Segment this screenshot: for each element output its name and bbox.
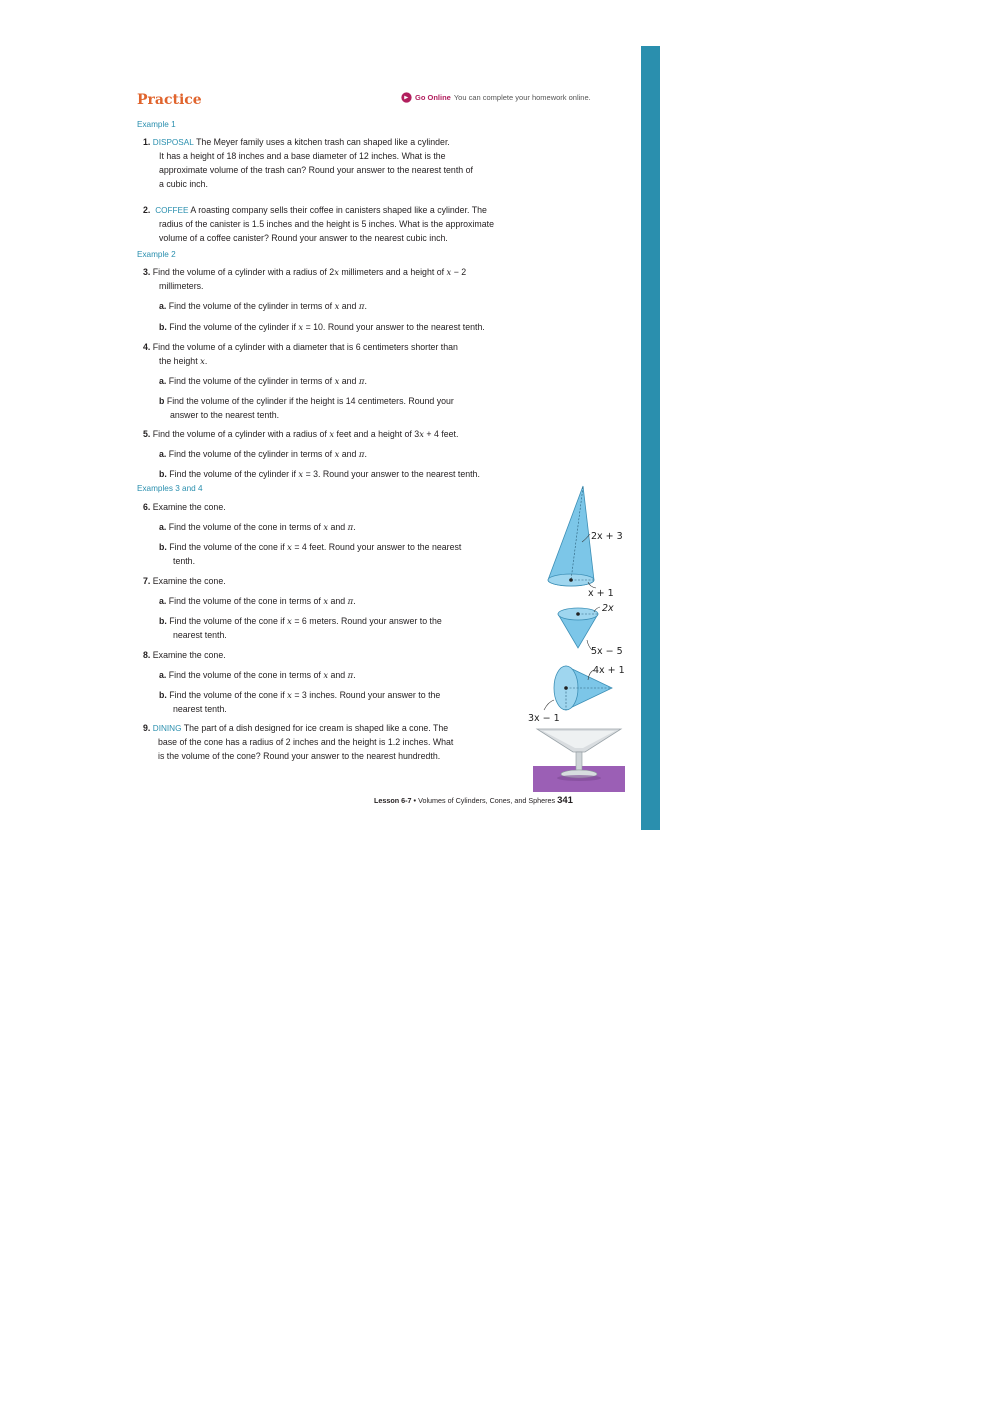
- part-label: a.: [159, 449, 167, 459]
- pi-symbol: π.: [358, 449, 368, 459]
- part-text: Find the volume of the cone if: [169, 542, 285, 552]
- part-text: = 4 feet. Round your answer to the nearest: [294, 542, 462, 552]
- question-3a: [159, 299, 367, 313]
- question-number: 8.: [143, 650, 151, 660]
- part-text: answer to the nearest tenth.: [170, 410, 280, 420]
- question-text-line: millimeters.: [159, 281, 204, 291]
- variable-x: x: [287, 690, 292, 700]
- variable-x: x: [446, 267, 452, 277]
- variable-x: x: [323, 596, 329, 606]
- cone-2-radius-label: 2x: [602, 603, 614, 614]
- question-number: 4.: [143, 342, 151, 352]
- variable-x: x: [334, 267, 339, 277]
- part-text: Find the volume of the cone if: [169, 690, 285, 700]
- question-3b: [159, 320, 485, 334]
- question-text-line: The Meyer family uses a kitchen trash can shaped like a cylinder.: [196, 137, 450, 147]
- pi-symbol: π.: [358, 376, 368, 386]
- variable-x: x: [298, 469, 304, 479]
- variable-x: x: [298, 322, 304, 332]
- ice-cream-dish-photo: [533, 726, 625, 792]
- part-label: a.: [159, 376, 167, 386]
- pi-symbol: π.: [347, 522, 356, 532]
- part-text: Find the volume of the cone in terms of: [168, 596, 321, 606]
- question-9: [143, 721, 448, 736]
- question-5: [143, 427, 458, 441]
- question-tag: COFFEE: [155, 206, 189, 215]
- cone-3-height-label: 4x + 1: [593, 665, 625, 676]
- go-online-icon: [401, 92, 412, 103]
- part-text: and: [341, 449, 357, 459]
- question-7: [143, 574, 226, 588]
- question-text: + 4 feet.: [426, 429, 459, 439]
- question-4: [143, 340, 458, 354]
- pi-symbol: π.: [347, 596, 356, 606]
- cone-2-slant-label: 5x − 5: [591, 646, 623, 657]
- variable-x: x: [323, 670, 329, 680]
- page-footer: [374, 795, 573, 806]
- part-text: = 6 meters. Round your answer to the: [294, 616, 442, 626]
- part-text: Find the volume of the cylinder in terms of: [168, 376, 333, 386]
- question-text-line: [159, 354, 207, 368]
- question-text-line: base of the cone has a radius of 2 inches and the height is 1.2 inches. What: [158, 737, 454, 747]
- question-7a: [159, 594, 356, 608]
- part-text: tenth.: [173, 556, 196, 566]
- go-online-label: Go Online: [415, 92, 451, 102]
- question-text: Examine the cone.: [152, 502, 226, 512]
- part-label: b.: [159, 322, 167, 332]
- go-online-link[interactable]: [401, 91, 591, 103]
- part-text: and: [341, 301, 357, 311]
- question-text: − 2: [451, 267, 467, 277]
- question-8a: [159, 668, 356, 682]
- question-text: Find the volume of a cylinder with a radius of: [152, 429, 327, 439]
- cone-figures: [526, 484, 630, 724]
- question-text-line: volume of a coffee canister? Round your answer to the nearest cubic inch.: [159, 233, 448, 243]
- part-text: and: [330, 596, 346, 606]
- part-label: a.: [159, 670, 167, 680]
- variable-x: x: [287, 542, 292, 552]
- question-text: The part of a dish designed for ice cream is shaped like a cone. The: [183, 723, 449, 733]
- question-number: 5.: [143, 429, 151, 439]
- question-tag: DISPOSAL: [152, 138, 194, 147]
- part-text: Find the volume of the cone in terms of: [168, 522, 321, 532]
- variable-x: x: [334, 376, 340, 386]
- question-text: Find the volume of a cylinder with a radius of 2: [152, 267, 335, 277]
- variable-x: x: [329, 429, 335, 439]
- question-text-line: It has a height of 18 inches and a base diameter of 12 inches. What is the: [159, 151, 446, 161]
- part-text: and: [330, 670, 346, 680]
- cone-1-height-label: 2x + 3: [591, 531, 623, 542]
- variable-x: x: [419, 429, 424, 439]
- section-label-example-2: Example 2: [137, 250, 176, 259]
- part-text: Find the volume of the cylinder in terms of: [168, 449, 333, 459]
- question-7b: [159, 614, 442, 628]
- part-text: Find the volume of the cylinder if the height is 14 centimeters. Round your: [166, 396, 454, 406]
- question-2: [143, 203, 487, 218]
- cone-1-radius-label: x + 1: [588, 588, 614, 599]
- part-label: b.: [159, 542, 167, 552]
- footer-title: Volumes of Cylinders, Cones, and Spheres: [418, 796, 556, 805]
- question-number: 6.: [143, 502, 151, 512]
- question-5a: [159, 447, 367, 461]
- question-text-line: a cubic inch.: [159, 179, 208, 189]
- question-number: 7.: [143, 576, 151, 586]
- cone-3-radius-label: 3x − 1: [528, 713, 560, 724]
- question-text-line: A roasting company sells their coffee in canisters shaped like a cylinder. The: [190, 205, 487, 215]
- question-8: [143, 648, 226, 662]
- variable-x: x: [200, 356, 205, 366]
- question-1: [143, 135, 450, 150]
- part-text: = 10. Round your answer to the nearest tenth.: [305, 322, 485, 332]
- question-5b: [159, 467, 480, 481]
- go-online-text: You can complete your homework online.: [453, 92, 591, 102]
- part-text: Find the volume of the cone in terms of: [168, 670, 321, 680]
- part-text: nearest tenth.: [173, 630, 227, 640]
- question-number: 3.: [143, 267, 151, 277]
- question-3: [143, 265, 466, 279]
- question-text: feet and a height of 3: [336, 429, 420, 439]
- question-text-line: radius of the canister is 1.5 inches and the height is 5 inches. What is the approximate: [159, 219, 494, 229]
- question-number: 9.: [143, 723, 151, 733]
- question-6a: [159, 520, 356, 534]
- variable-x: x: [287, 616, 292, 626]
- pi-symbol: π.: [347, 670, 356, 680]
- question-text: Examine the cone.: [152, 576, 226, 586]
- question-4a: [159, 374, 367, 388]
- part-label: b.: [159, 469, 167, 479]
- section-label-example-1: Example 1: [137, 120, 176, 129]
- part-label: a.: [159, 301, 167, 311]
- section-label-examples-3-4: Examples 3 and 4: [137, 484, 203, 493]
- part-text: = 3 inches. Round your answer to the: [294, 690, 441, 700]
- page-title: Practice: [137, 92, 202, 108]
- footer-lesson: Lesson 6-7 •: [374, 796, 417, 805]
- part-text: and: [330, 522, 346, 532]
- part-text: Find the volume of the cylinder in terms of: [168, 301, 333, 311]
- question-tag: DINING: [152, 724, 182, 733]
- question-4b: [159, 394, 454, 408]
- period: .: [204, 356, 208, 366]
- question-6b: [159, 540, 461, 554]
- question-text: Find the volume of a cylinder with a diameter that is 6 centimeters shorter than: [152, 342, 458, 352]
- question-text-line: approximate volume of the trash can? Round your answer to the nearest tenth of: [159, 165, 473, 175]
- page-edge-strip: [641, 46, 660, 830]
- part-text: Find the volume of the cone if: [169, 616, 285, 626]
- question-text-line: is the volume of the cone? Round your answer to the nearest hundredth.: [158, 751, 441, 761]
- part-label: a.: [159, 522, 167, 532]
- question-number: 1.: [143, 137, 151, 147]
- variable-x: x: [334, 449, 340, 459]
- variable-x: x: [323, 522, 329, 532]
- part-label: b.: [159, 616, 167, 626]
- page-number: 341: [557, 795, 573, 806]
- question-number: 2.: [143, 205, 151, 215]
- variable-x: x: [334, 301, 340, 311]
- part-text: and: [341, 376, 357, 386]
- part-text: = 3. Round your answer to the nearest tenth.: [305, 469, 480, 479]
- question-text: Examine the cone.: [152, 650, 226, 660]
- part-text: Find the volume of the cylinder if: [169, 469, 296, 479]
- cone-diagram-1: [548, 486, 596, 588]
- part-text: nearest tenth.: [173, 704, 227, 714]
- part-text: Find the volume of the cylinder if: [169, 322, 296, 332]
- question-8b: [159, 688, 440, 702]
- cone-diagram-2: [558, 607, 600, 650]
- question-text: the height: [159, 356, 198, 366]
- question-text: millimeters and a height of: [338, 267, 447, 277]
- part-label: b: [159, 396, 165, 406]
- part-label: a.: [159, 596, 167, 606]
- part-label: b.: [159, 690, 167, 700]
- pi-symbol: π.: [358, 301, 368, 311]
- question-6: [143, 500, 226, 514]
